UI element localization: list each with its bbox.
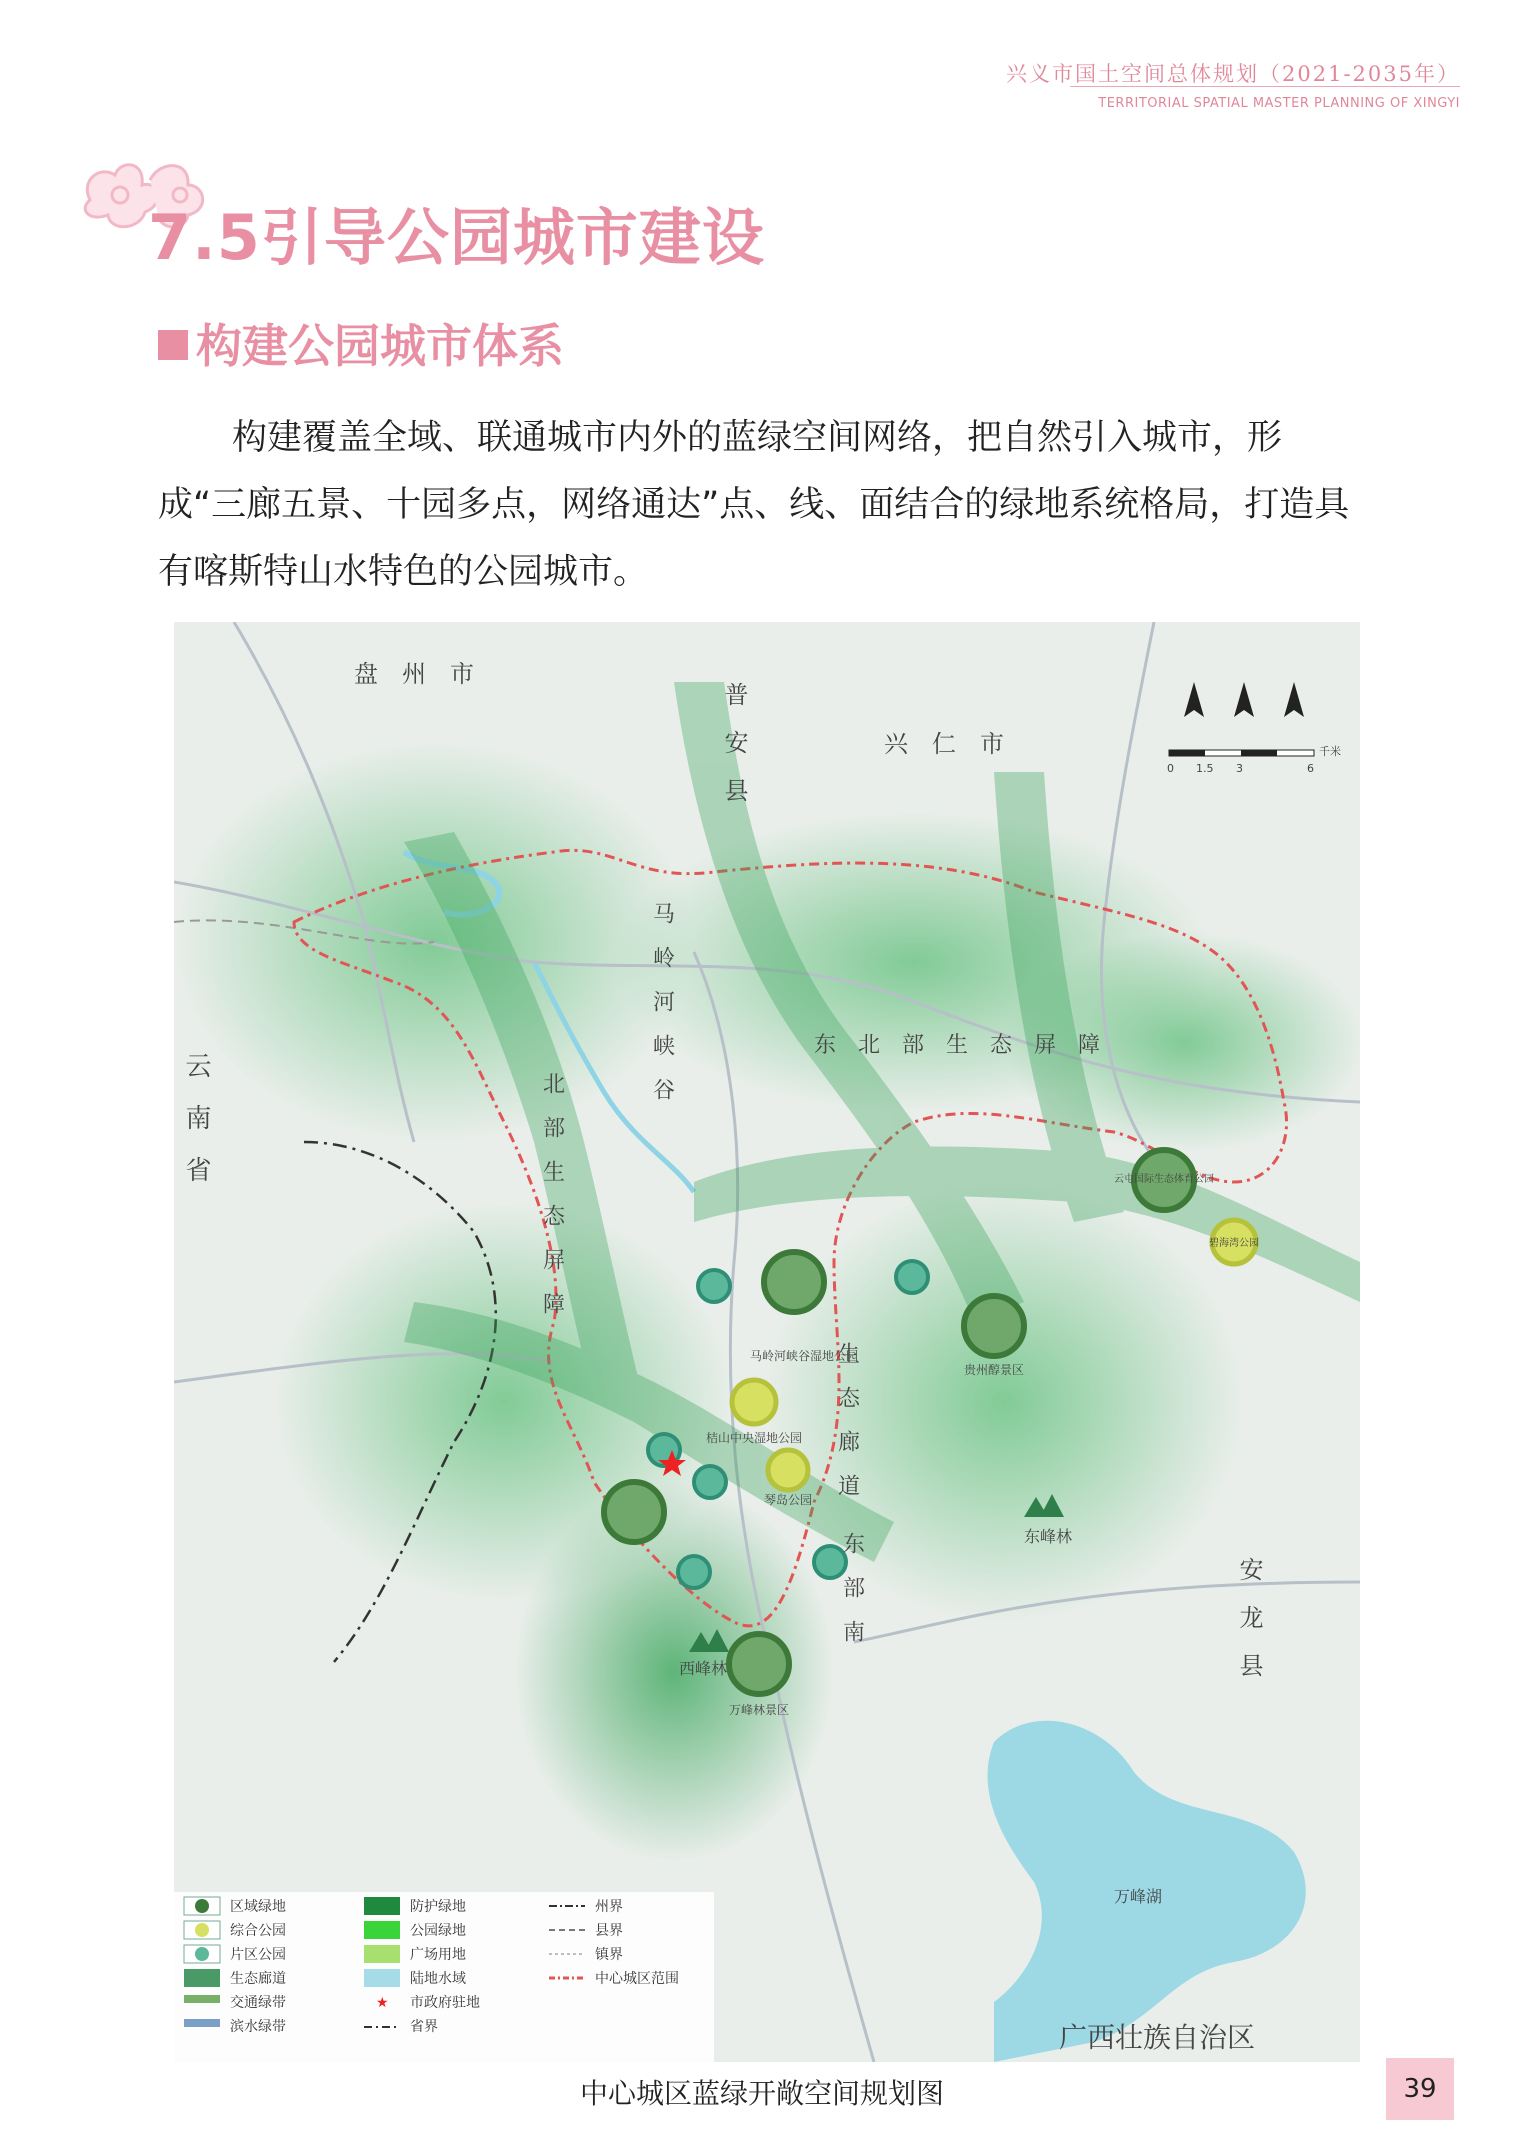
legend-town-boundary: 镇界 (595, 1947, 623, 1963)
document-header (1006, 58, 1460, 111)
map-caption: 中心城区蓝绿开敞空间规划图 (580, 2077, 945, 2110)
scale-tick-2: 3 (1236, 762, 1243, 775)
legend-provincial-boundary: 省界 (410, 2019, 438, 2035)
district-park-2 (896, 1261, 928, 1293)
legend-government: 市政府驻地 (410, 1995, 480, 2011)
park-label-bihaiwan: 碧海湾公园 (1209, 1238, 1259, 1249)
scale-unit: 千米 (1319, 745, 1341, 758)
scale-tick-3: 6 (1307, 762, 1314, 775)
corridor-maling: 马 岭 河 峡 谷 (649, 902, 675, 1100)
subtitle-text: 构建公园城市体系 (196, 319, 564, 373)
legend-water: 陆地水域 (410, 1971, 466, 1987)
park-label-guizhouchun: 贵州醇景区 (963, 1363, 1025, 1377)
district-park-4 (694, 1466, 726, 1498)
guizhouchun-marker (964, 1296, 1024, 1356)
qindao-park-marker (768, 1450, 808, 1490)
maling-wetland-marker (764, 1252, 824, 1312)
legend-eco-corridor: 生态廊道 (230, 1971, 286, 1987)
scale-tick-1: 1.5 (1196, 762, 1214, 775)
wanfenglin-marker (729, 1634, 789, 1694)
legend-regional-green: 区域绿地 (230, 1899, 286, 1915)
label-wanfeng-lake: 万峰湖 (1114, 1887, 1163, 1906)
legend-central-area: 中心城区范围 (595, 1971, 679, 1987)
label-xifenglin: 西峰林 (679, 1659, 728, 1678)
map-legend (174, 1892, 714, 2062)
jushan-wetland-marker (732, 1380, 776, 1424)
park-label-maling: 马岭河峡谷湿地公园 (749, 1349, 859, 1363)
region-anlong: 安 龙 县 (1235, 1557, 1263, 1677)
header-title-cn: 兴义市国土空间总体规划（2021-2035年） (1006, 62, 1460, 86)
legend-comprehensive-park: 综合公园 (230, 1923, 286, 1939)
region-puan: 普 安 县 (720, 682, 748, 802)
green-space-planning-map (174, 622, 1360, 2062)
corridor-eco: 生 态 廊 道 (834, 1342, 860, 1496)
district-park-5 (678, 1556, 710, 1588)
header-divider (1070, 86, 1460, 87)
legend-park-green: 公园绿地 (410, 1923, 466, 1939)
legend-waterfront-greenbelt: 滨水绿带 (230, 2019, 286, 2035)
svg-text:★: ★ (376, 1995, 389, 2011)
legend-traffic-greenbelt: 交通绿带 (230, 1995, 286, 2011)
west-scenic-marker (604, 1482, 664, 1542)
corridor-north-west: 北 部 生 态 屏 障 (539, 1072, 565, 1314)
corridor-east-north: 东 北 部 生 态 屏 障 (814, 1033, 1101, 1058)
legend-prefecture-boundary: 州界 (595, 1899, 623, 1915)
label-dongfenglin: 东峰林 (1024, 1527, 1073, 1546)
region-guangxi: 广西壮族自治区 (1059, 2021, 1256, 2054)
park-label-qindao: 琴岛公园 (763, 1493, 813, 1507)
bullet-square-icon (158, 330, 188, 360)
paragraph-text: 构建覆盖全域、联通城市内外的蓝绿空间网络，把自然引入城市，形成“三廊五景、十园多点，网络通达”点、线、面结合的绿地系统格局，打造具有喀斯特山水特色的公园城市。 (158, 418, 1350, 592)
legend-square-land: 广场用地 (410, 1947, 466, 1963)
district-park-1 (698, 1270, 730, 1302)
corridor-east-south: 东 部 南 (839, 1532, 865, 1642)
region-xingren: 兴 仁 市 (884, 730, 1004, 758)
scale-tick-0: 0 (1167, 762, 1174, 775)
header-title-en: TERRITORIAL SPATIAL MASTER PLANNING OF XINGYI (1098, 96, 1460, 111)
body-paragraph (158, 405, 1368, 606)
legend-district-park: 片区公园 (230, 1947, 286, 1963)
section-title: 7.5引导公园城市建设 (148, 201, 765, 274)
region-yunnan: 云 南 省 (181, 1052, 211, 1182)
park-label-yuntun: 云屯国际生态体育公园 (1114, 1174, 1214, 1185)
legend-county-boundary: 县界 (595, 1923, 623, 1939)
park-label-wanfenglin: 万峰林景区 (728, 1703, 790, 1717)
section-subtitle (158, 310, 564, 376)
page-number: 39 (1403, 2074, 1437, 2104)
legend-protective-green: 防护绿地 (410, 1899, 466, 1915)
park-label-jushan: 桔山中央湿地公园 (705, 1431, 803, 1445)
region-panzhou: 盘 州 市 (354, 660, 474, 688)
